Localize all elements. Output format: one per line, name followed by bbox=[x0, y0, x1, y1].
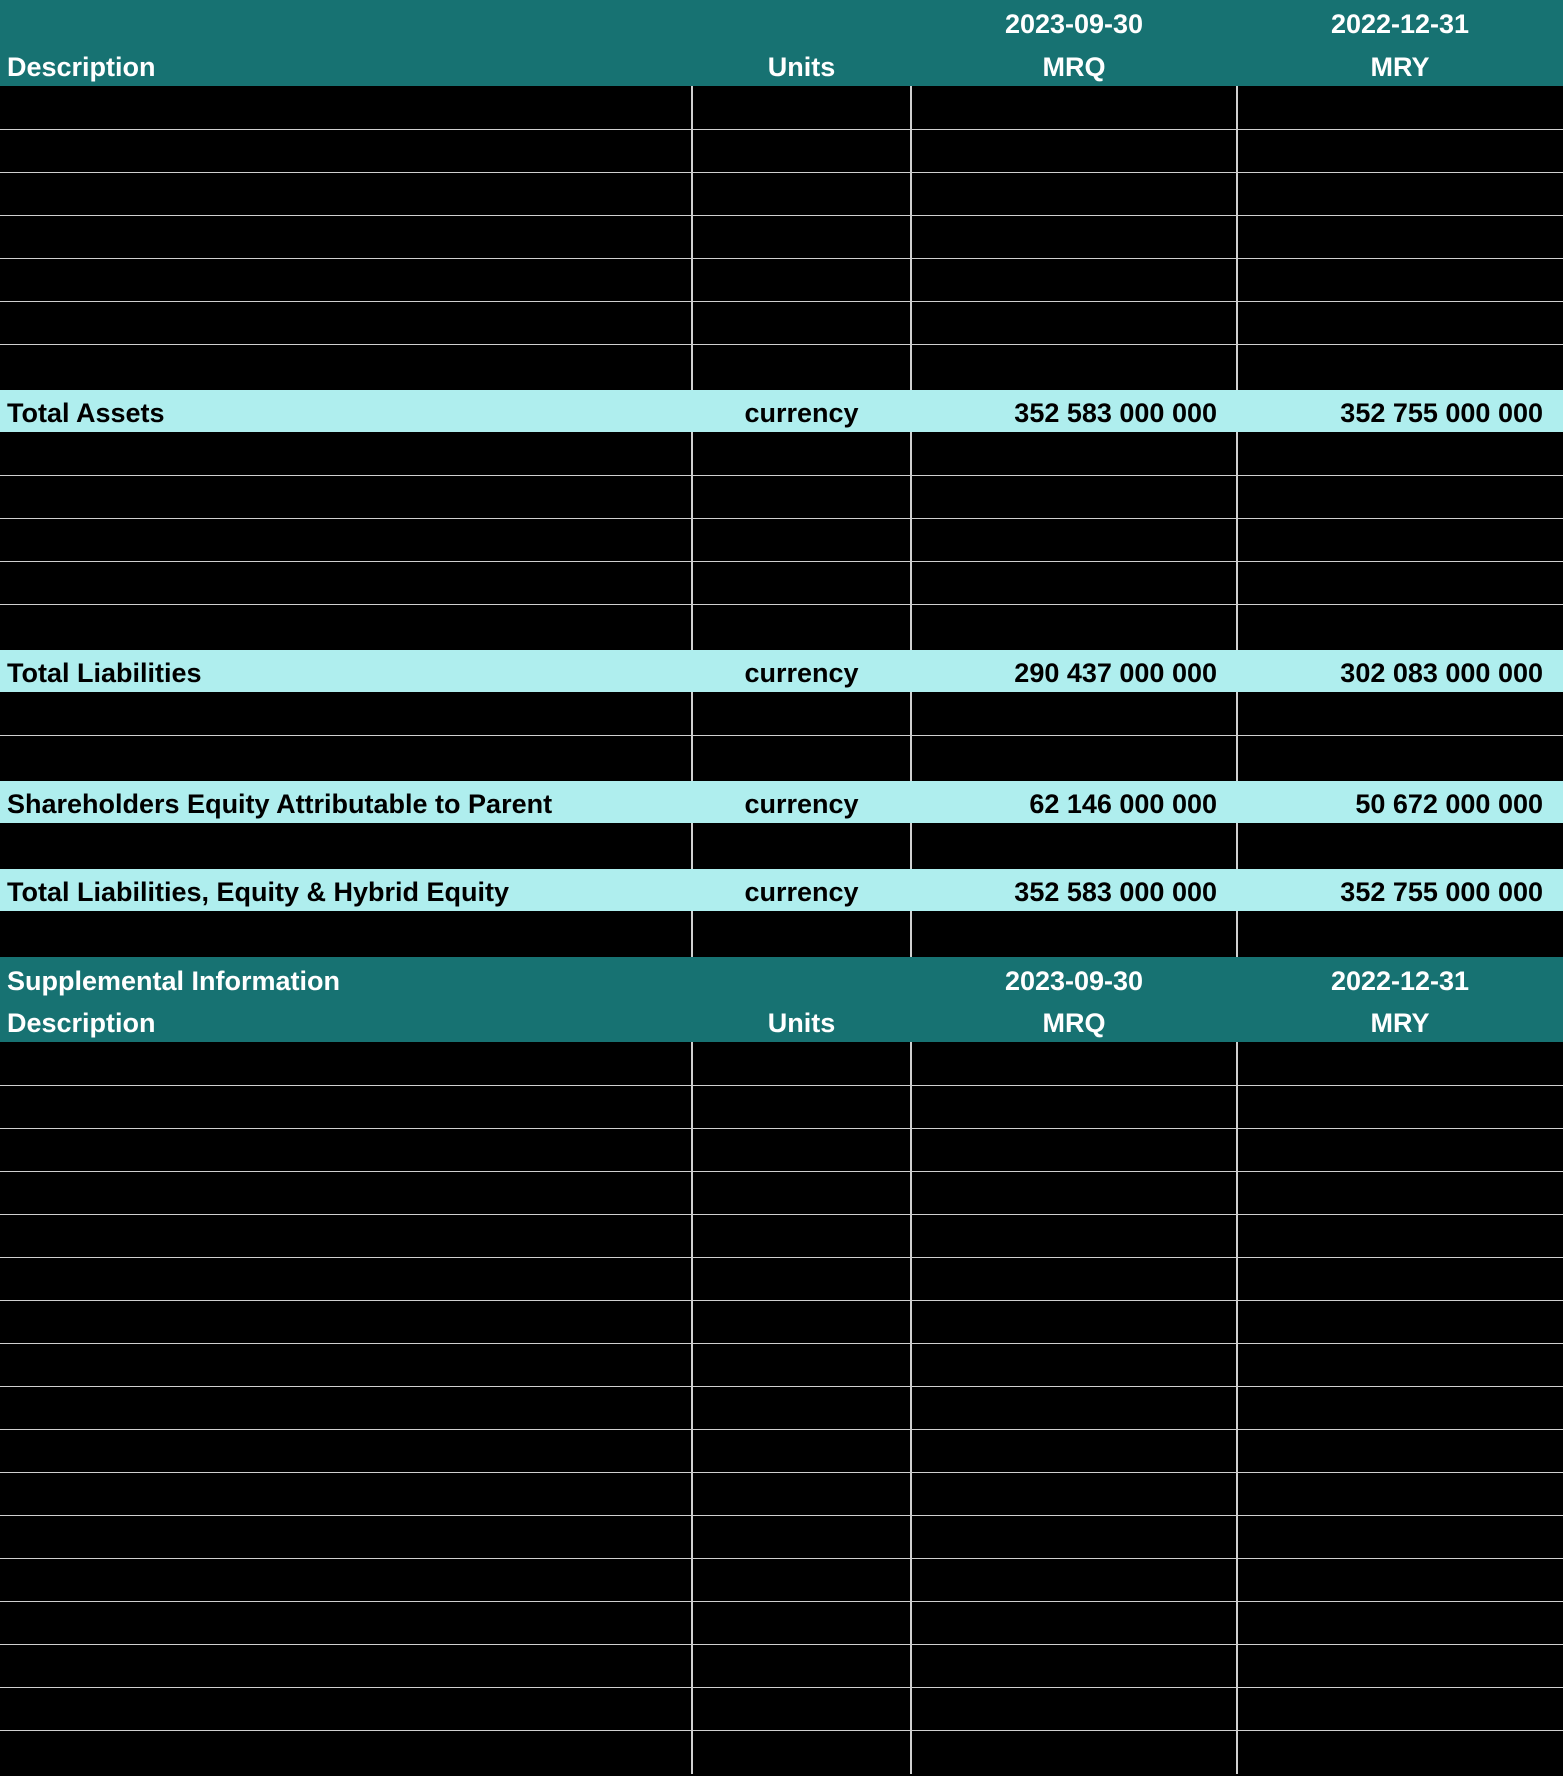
row-units: currency bbox=[744, 658, 859, 688]
header-mrq-date: 2023-09-30 bbox=[1004, 9, 1144, 39]
header-mry-date: 2022-12-31 bbox=[1330, 966, 1470, 996]
table-row bbox=[0, 1086, 1563, 1129]
table-row bbox=[0, 1215, 1563, 1258]
shareholders-equity-row bbox=[0, 781, 1563, 823]
table-row bbox=[0, 1387, 1563, 1430]
table-row bbox=[0, 519, 1563, 562]
row-units: currency bbox=[744, 789, 859, 819]
supplemental-title: Supplemental Information bbox=[7, 966, 341, 996]
table-row bbox=[0, 86, 1563, 130]
row-mrq-value: 62 146 000 000 bbox=[1029, 789, 1217, 819]
table-row bbox=[0, 173, 1563, 216]
header-mrq-period: MRQ bbox=[1042, 52, 1106, 82]
table-row bbox=[0, 823, 1563, 869]
header-units: Units bbox=[767, 52, 836, 82]
total-liabilities-row bbox=[0, 650, 1563, 692]
row-mry-value: 352 755 000 000 bbox=[1340, 398, 1543, 428]
table-row bbox=[0, 1430, 1563, 1473]
row-units: currency bbox=[744, 398, 859, 428]
table-row bbox=[0, 1731, 1563, 1774]
table-row bbox=[0, 1688, 1563, 1731]
table-row bbox=[0, 562, 1563, 605]
table-row bbox=[0, 1258, 1563, 1301]
row-mry-value: 352 755 000 000 bbox=[1340, 877, 1543, 907]
row-mry-value: 302 083 000 000 bbox=[1340, 658, 1543, 688]
table-row bbox=[0, 1129, 1563, 1172]
table-header bbox=[0, 0, 1563, 86]
table-row bbox=[0, 1301, 1563, 1344]
row-units: currency bbox=[744, 877, 859, 907]
total-liabilities-equity-row bbox=[0, 869, 1563, 911]
header-mry-period: MRY bbox=[1370, 52, 1430, 82]
header-mry-period: MRY bbox=[1370, 1008, 1430, 1038]
table-row bbox=[0, 345, 1563, 390]
table-row bbox=[0, 432, 1563, 476]
header-mrq-date: 2023-09-30 bbox=[1004, 966, 1144, 996]
row-description: Total Liabilities bbox=[7, 658, 202, 688]
row-description: Total Liabilities, Equity & Hybrid Equity bbox=[7, 877, 510, 907]
header-units: Units bbox=[767, 1008, 836, 1038]
header-mry-date: 2022-12-31 bbox=[1330, 9, 1470, 39]
table-row bbox=[0, 736, 1563, 781]
header-description: Description bbox=[7, 1008, 156, 1038]
table-row bbox=[0, 1516, 1563, 1559]
total-assets-row bbox=[0, 390, 1563, 432]
table-row bbox=[0, 1172, 1563, 1215]
supplemental-header bbox=[0, 957, 1563, 1042]
table-row bbox=[0, 605, 1563, 650]
table-row bbox=[0, 302, 1563, 345]
table-row bbox=[0, 1473, 1563, 1516]
table-row bbox=[0, 259, 1563, 302]
row-description: Shareholders Equity Attributable to Parent bbox=[7, 789, 553, 819]
row-mrq-value: 352 583 000 000 bbox=[1014, 877, 1217, 907]
row-description: Total Assets bbox=[7, 398, 165, 428]
table-row bbox=[0, 1559, 1563, 1602]
row-mrq-value: 290 437 000 000 bbox=[1014, 658, 1217, 688]
header-description: Description bbox=[7, 52, 156, 82]
table-row bbox=[0, 130, 1563, 173]
row-mry-value: 50 672 000 000 bbox=[1355, 789, 1543, 819]
table-row bbox=[0, 476, 1563, 519]
table-row bbox=[0, 692, 1563, 736]
table-row bbox=[0, 1602, 1563, 1645]
table-row bbox=[0, 1645, 1563, 1688]
table-row bbox=[0, 216, 1563, 259]
table-row bbox=[0, 1042, 1563, 1086]
table-row bbox=[0, 911, 1563, 957]
header-mrq-period: MRQ bbox=[1042, 1008, 1106, 1038]
table-row bbox=[0, 1344, 1563, 1387]
row-mrq-value: 352 583 000 000 bbox=[1014, 398, 1217, 428]
